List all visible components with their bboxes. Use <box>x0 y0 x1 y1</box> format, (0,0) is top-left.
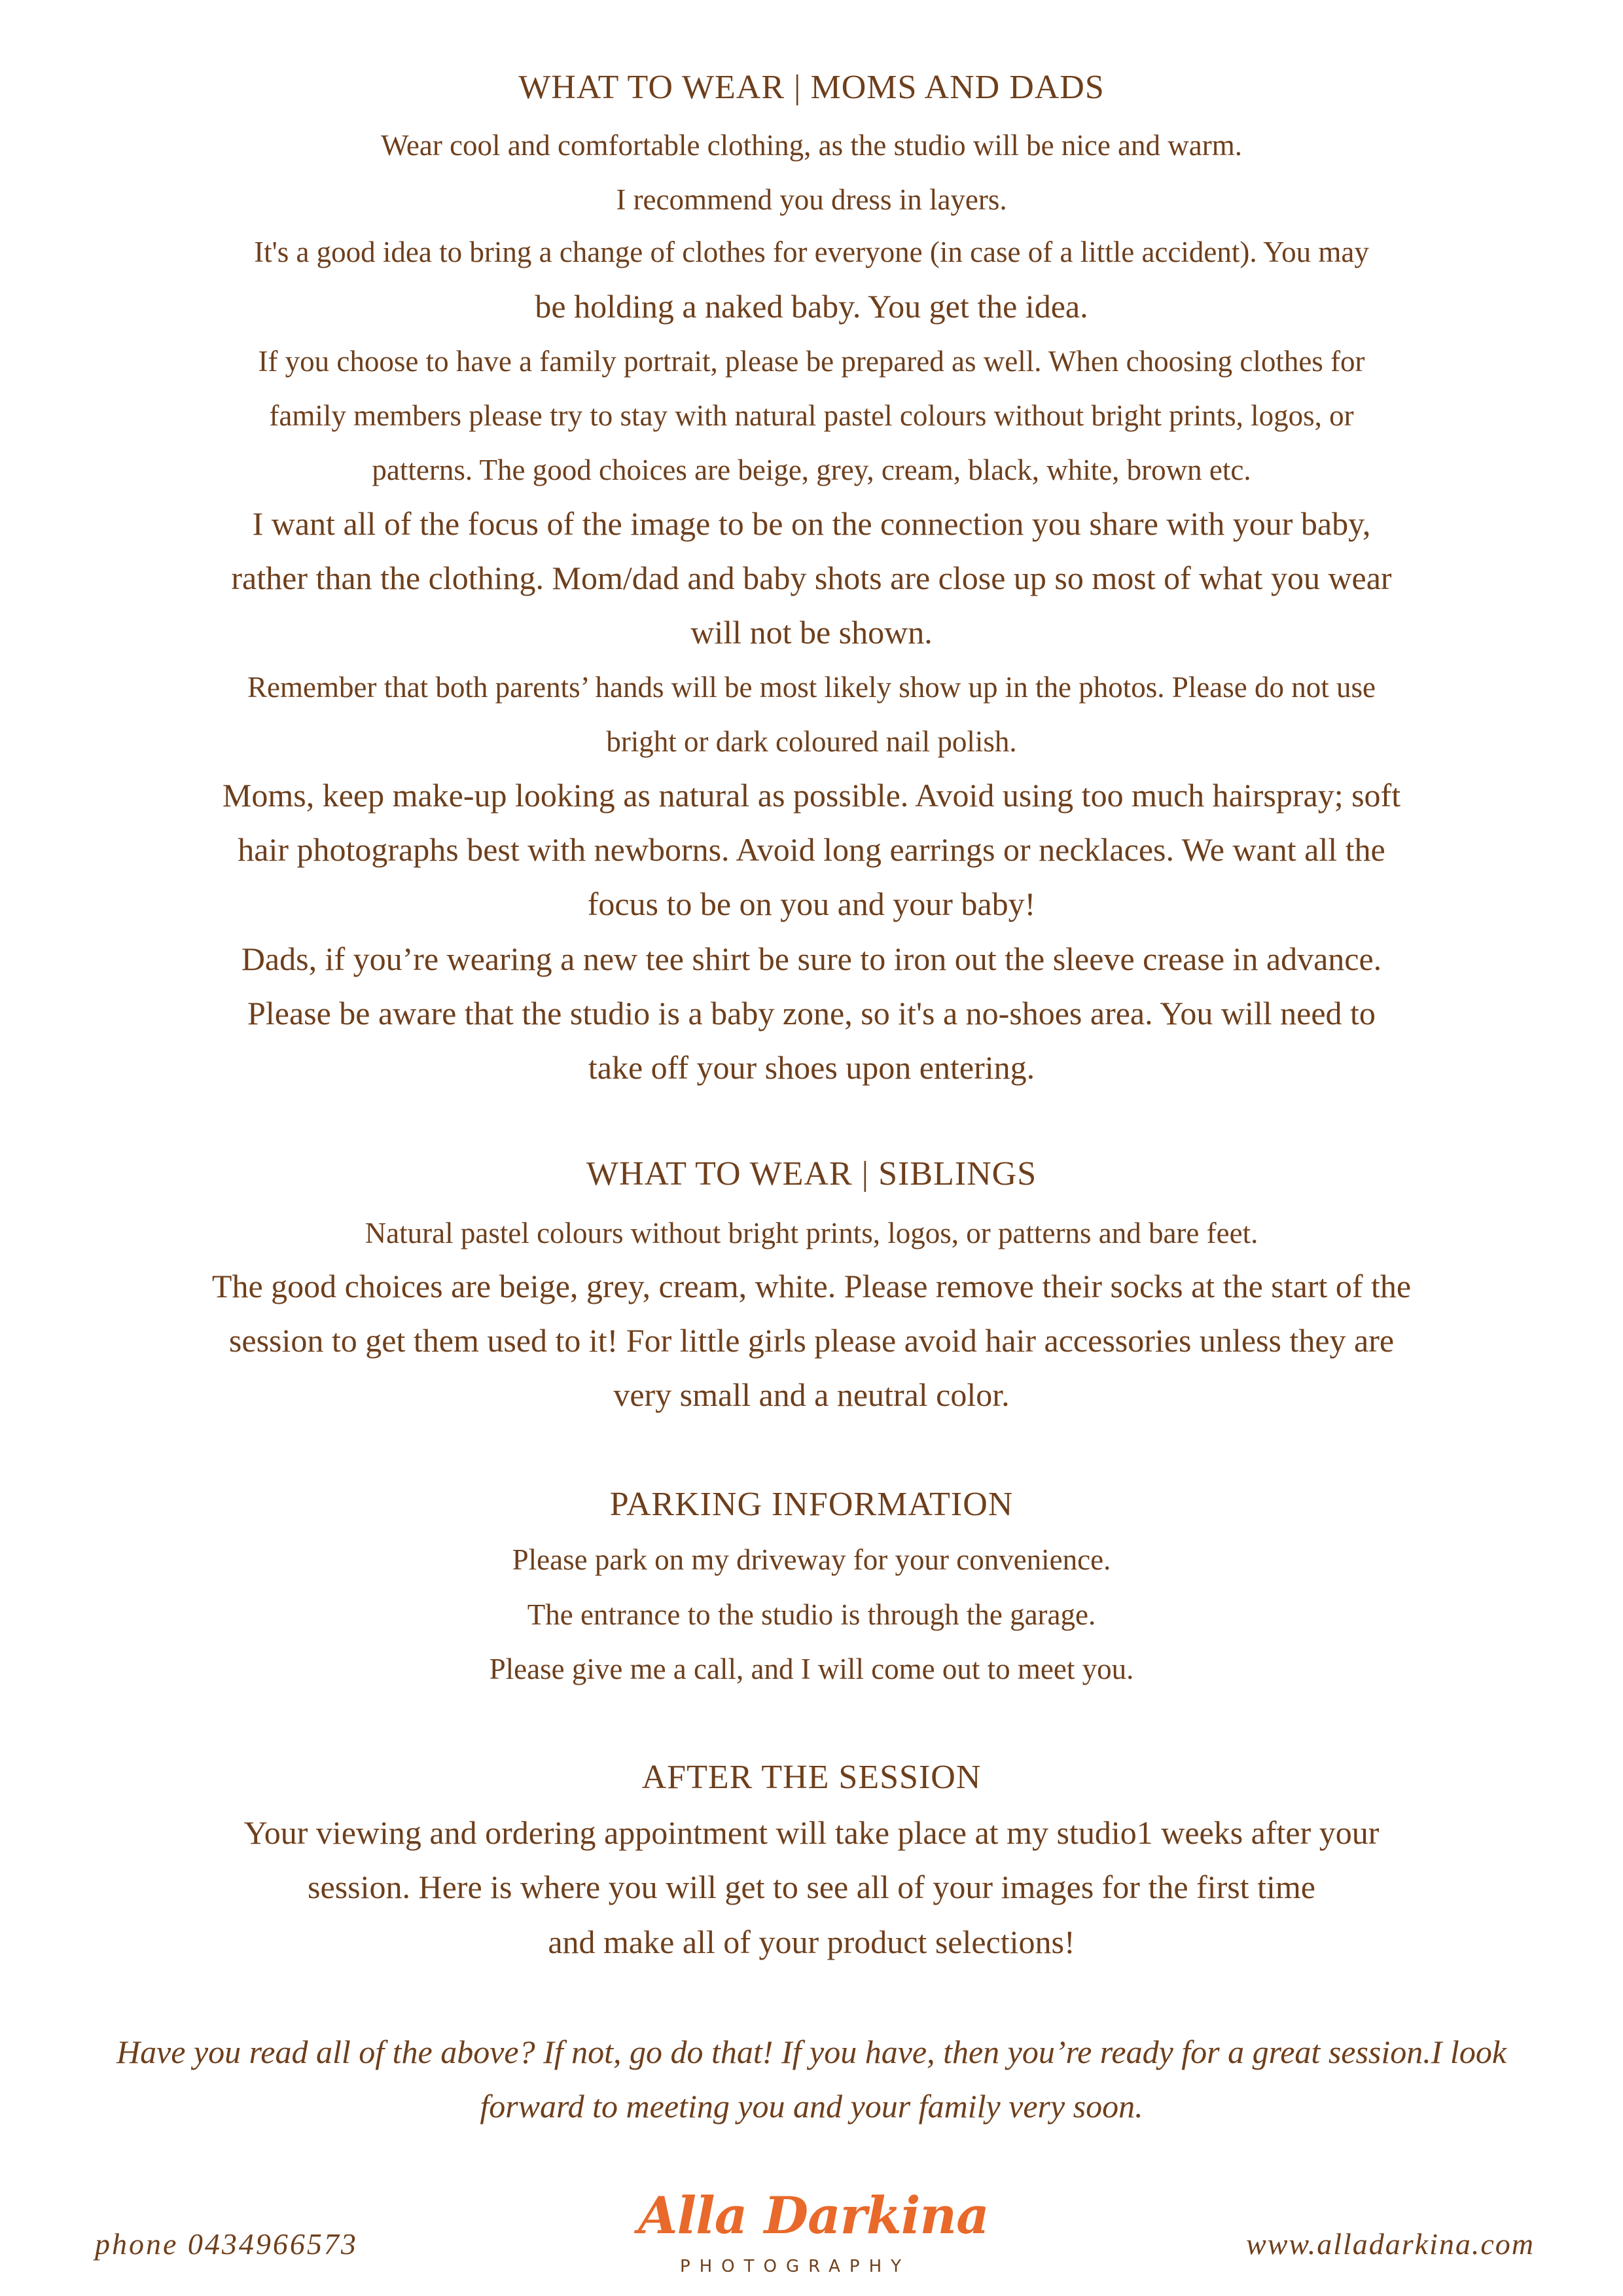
paragraph-line: Please be aware that the studio is a baby zone, so it's a no-shoes area. You will need to <box>247 995 1376 1031</box>
section-heading-siblings: WHAT TO WEAR | SIBLINGS <box>586 1155 1037 1193</box>
paragraph-line: focus to be on you and your baby! <box>587 886 1036 922</box>
footer-website-link[interactable]: www.alladarkina.com <box>1246 2227 1535 2261</box>
paragraph-line: Natural pastel colours without bright prints, logos, or patterns and bare feet. <box>365 1217 1258 1249</box>
paragraph-line: very small and a neutral color. <box>613 1376 1010 1413</box>
closing-line: Have you read all of the above? If not, go do that! If you have, then you’re ready for a great session.I look <box>116 2034 1507 2070</box>
paragraph-line: I recommend you dress in layers. <box>616 183 1007 216</box>
paragraph-line: The entrance to the studio is through the garage. <box>527 1598 1096 1631</box>
paragraph-line: rather than the clothing. Mom/dad and baby shots are close up so most of what you wear <box>231 560 1392 596</box>
paragraph-line: session. Here is where you will get to see all of your images for the first time <box>308 1869 1315 1905</box>
paragraph-line: Remember that both parents’ hands will be most likely show up in the photos. Please do not use <box>247 671 1376 704</box>
logo-script-text: Alla Darkina <box>638 2186 989 2246</box>
paragraph-line: family members please try to stay with natural pastel colours without bright prints, logos, or <box>269 399 1354 432</box>
paragraph-line: patterns. The good choices are beige, grey, cream, black, white, brown etc. <box>372 454 1251 486</box>
paragraph-line: session to get them used to it! For little girls please avoid hair accessories unless they are <box>228 1322 1395 1359</box>
paragraph-line: Moms, keep make-up looking as natural as possible. Avoid using too much hairspray; soft <box>222 777 1401 814</box>
paragraph-line: and make all of your product selections! <box>548 1924 1075 1960</box>
paragraph-line: Please give me a call, and I will come out to meet you. <box>489 1653 1134 1685</box>
paragraph-line: bright or dark coloured nail polish. <box>606 725 1017 758</box>
paragraph-line: The good choices are beige, grey, cream, white. Please remove their socks at the start of the <box>211 1268 1412 1304</box>
paragraph-line: Please park on my driveway for your convenience. <box>512 1543 1111 1576</box>
footer-phone: phone 0434966573 <box>95 2227 358 2261</box>
paragraph-line: Wear cool and comfortable clothing, as the studio will be nice and warm. <box>381 129 1242 162</box>
logo-subtitle: PHOTOGRAPHY <box>679 2257 911 2276</box>
paragraph-line: It's a good idea to bring a change of clothes for everyone (in case of a little accident). You may <box>254 236 1369 268</box>
section-heading-moms-dads: WHAT TO WEAR | MOMS AND DADS <box>518 69 1105 106</box>
section-heading-parking: PARKING INFORMATION <box>609 1486 1014 1523</box>
paragraph-line: hair photographs best with newborns. Avoid long earrings or necklaces. We want all the <box>238 831 1385 868</box>
paragraph-line: Your viewing and ordering appointment will take place at my studio1 weeks after your <box>243 1814 1380 1851</box>
paragraph-line: take off your shoes upon entering. <box>588 1049 1035 1086</box>
brand-logo <box>638 2186 989 2284</box>
paragraph-line: I want all of the focus of the image to be on the connection you share with your baby, <box>252 505 1371 542</box>
closing-line: forward to meeting you and your family very soon. <box>480 2088 1143 2125</box>
paragraph-line: If you choose to have a family portrait, please be prepared as well. When choosing clothes for <box>258 345 1365 378</box>
paragraph-line: will not be shown. <box>690 614 933 651</box>
section-heading-after-session: AFTER THE SESSION <box>641 1759 982 1796</box>
paragraph-line: be holding a naked baby. You get the idea. <box>535 288 1088 325</box>
paragraph-line: Dads, if you’re wearing a new tee shirt be sure to iron out the sleeve crease in advance. <box>241 941 1382 977</box>
